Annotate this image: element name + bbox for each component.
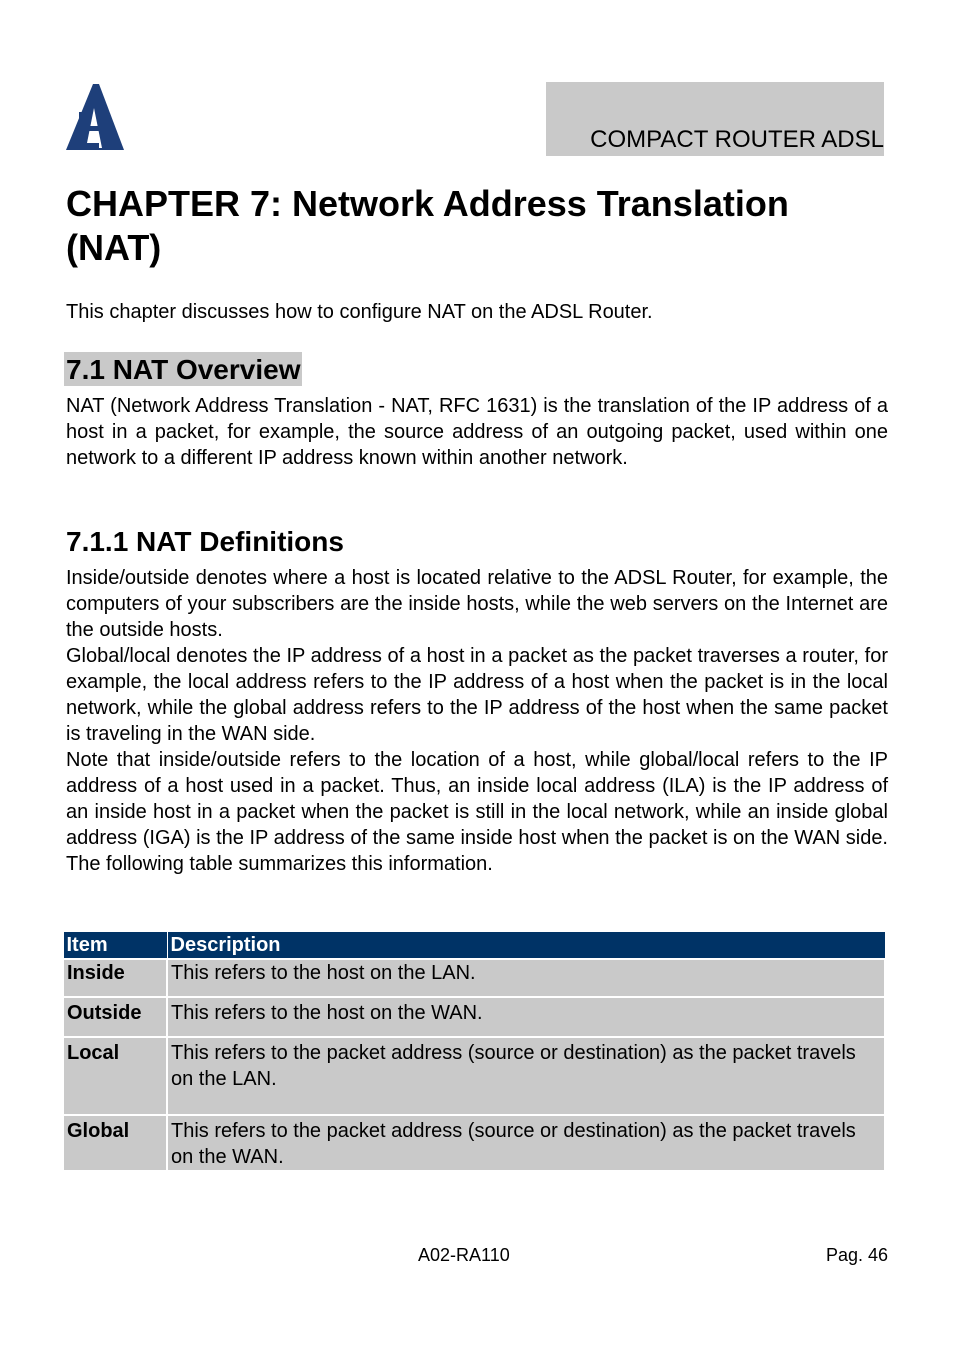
table-cell-description: This refers to the packet address (source or destination) as the packet travels on the LAN. <box>167 1037 885 1115</box>
definitions-paragraph-global-local: Global/local denotes the IP address of a host in a packet as the packet traverses a router, for example, the local address refers to the IP address of a host when the packet is in the local network, while the global address refers to the IP address of the host when the same packet is traveling in the WAN side. <box>66 645 888 745</box>
table-cell-item: Local <box>63 1037 167 1115</box>
product-title: COMPACT ROUTER ADSL <box>590 126 884 153</box>
table-cell-description: This refers to the host on the WAN. <box>167 997 885 1037</box>
table-row <box>63 959 885 997</box>
section-heading-nat-overview: 7.1 NAT Overview <box>66 354 301 385</box>
atlantis-logo-icon <box>64 82 126 152</box>
table-header-row <box>63 932 885 960</box>
column-header-item: Item <box>63 932 167 960</box>
table-cell-item: Inside <box>63 959 167 997</box>
footer-doc-code: A02-RA110 <box>418 1245 510 1265</box>
table-cell-description: This refers to the host on the LAN. <box>167 959 885 997</box>
table-cell-item: Global <box>63 1115 167 1171</box>
nat-overview-paragraph: NAT (Network Address Translation - NAT, RFC 1631) is the translation of the IP address of a host in a packet, for example, the source address of an outgoing packet, used within one network to a different IP address known within another network. <box>66 395 888 469</box>
table-cell-description: This refers to the packet address (source or destination) as the packet travels on the WAN. <box>167 1115 885 1171</box>
footer-page-number: Pag. 46 <box>825 1245 888 1265</box>
header-product-box <box>546 82 884 156</box>
nat-definitions-table <box>62 931 886 1172</box>
table-row <box>63 1037 885 1115</box>
definitions-paragraph-note: Note that inside/outside refers to the location of a host, while global/local refers to the IP address of a host used in a packet. Thus, an inside local address (ILA) is the IP address of an inside host in a packet when the packet is still in the local network, while an inside global address (IGA) is the IP address of the same inside host when the packet is on the WAN side. The following table summarizes this information. <box>66 749 888 875</box>
chapter-title: CHAPTER 7: Network Address Translation (NAT) <box>66 183 789 268</box>
table-row <box>63 1115 885 1171</box>
column-header-description: Description <box>167 932 885 960</box>
section-heading-nat-definitions: 7.1.1 NAT Definitions <box>66 526 344 557</box>
chapter-intro: This chapter discusses how to configure NAT on the ADSL Router. <box>66 301 653 323</box>
table-row <box>63 997 885 1037</box>
table-cell-item: Outside <box>63 997 167 1037</box>
definitions-paragraph-inside-outside: Inside/outside denotes where a host is located relative to the ADSL Router, for example, the computers of your subscribers are the inside hosts, while the web servers on the Internet are the outside hosts. <box>66 567 888 641</box>
